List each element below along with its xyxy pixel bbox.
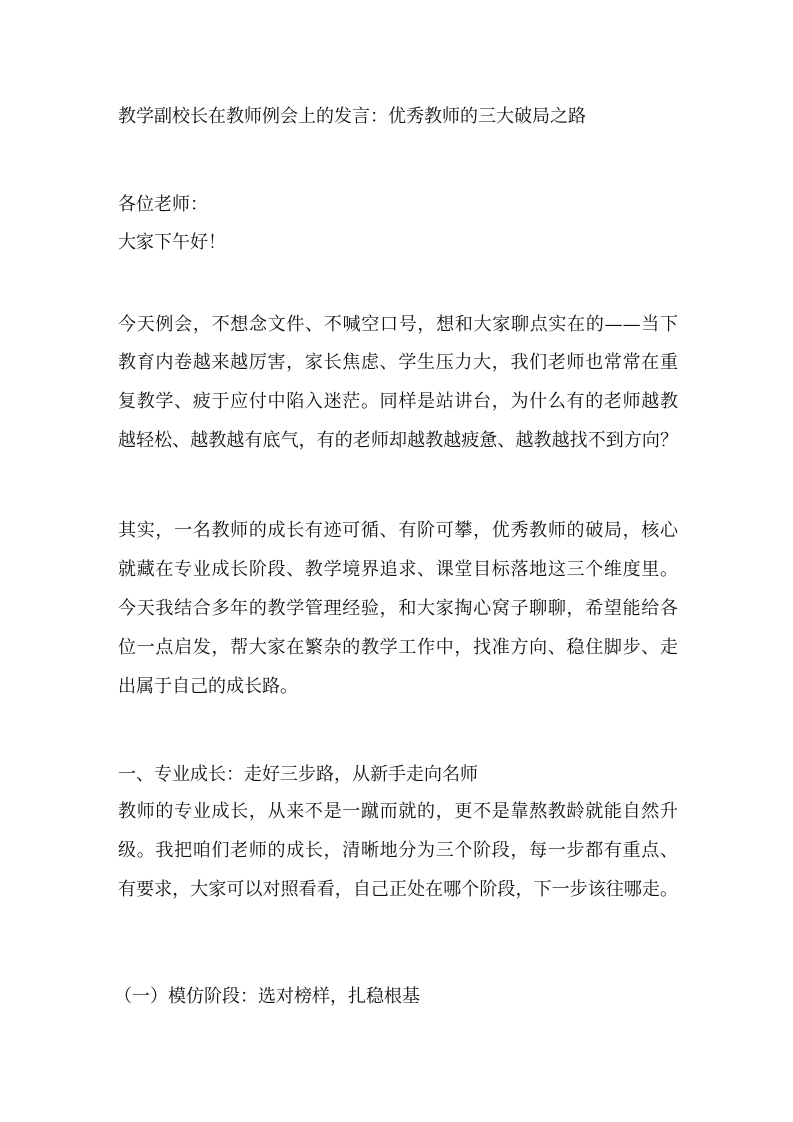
text-line: 今天例会，不想念文件、不喊空口号，想和大家聊点实在的——当下	[118, 314, 678, 335]
text-line: 复教学、疲于应付中陷入迷茫。同样是站讲台，为什么有的老师越教	[118, 391, 678, 412]
text-line: 越轻松、越教越有底气，有的老师却越教越疲惫、越教越找不到方向？	[118, 430, 678, 451]
subsection-heading: （一）模仿阶段：选对榜样，扎稳根基	[114, 986, 420, 1007]
text-line: 今天我结合多年的教学管理经验，和大家掏心窝子聊聊，希望能给各	[118, 598, 678, 619]
text-line: 教师的专业成长，从来不是一蹴而就的，更不是靠熬教龄就能自然升	[118, 801, 678, 822]
text-line: 有要求，大家可以对照看看，自己正处在哪个阶段，下一步该往哪走。	[118, 879, 678, 900]
text-line: 其实，一名教师的成长有迹可循、有阶可攀，优秀教师的破局，核心	[118, 520, 678, 541]
text-line: 教育内卷越来越厉害，家长焦虑、学生压力大，我们老师也常常在重	[118, 352, 678, 373]
text-line: 位一点启发，帮大家在繁杂的教学工作中，找准方向、稳住脚步、走	[118, 637, 678, 658]
text-line: 出属于自己的成长路。	[118, 676, 298, 697]
text-line: 级。我把咱们老师的成长，清晰地分为三个阶段，每一步都有重点、	[118, 840, 678, 861]
greeting: 大家下午好！	[118, 232, 226, 253]
document-title: 教学副校长在教师例会上的发言：优秀教师的三大破局之路	[118, 106, 586, 127]
text-line: 就藏在专业成长阶段、教学境界追求、课堂目标落地这三个维度里。	[118, 559, 678, 580]
salutation: 各位老师：	[118, 194, 208, 215]
section-heading: 一、专业成长：走好三步路，从新手走向名师	[118, 764, 478, 785]
